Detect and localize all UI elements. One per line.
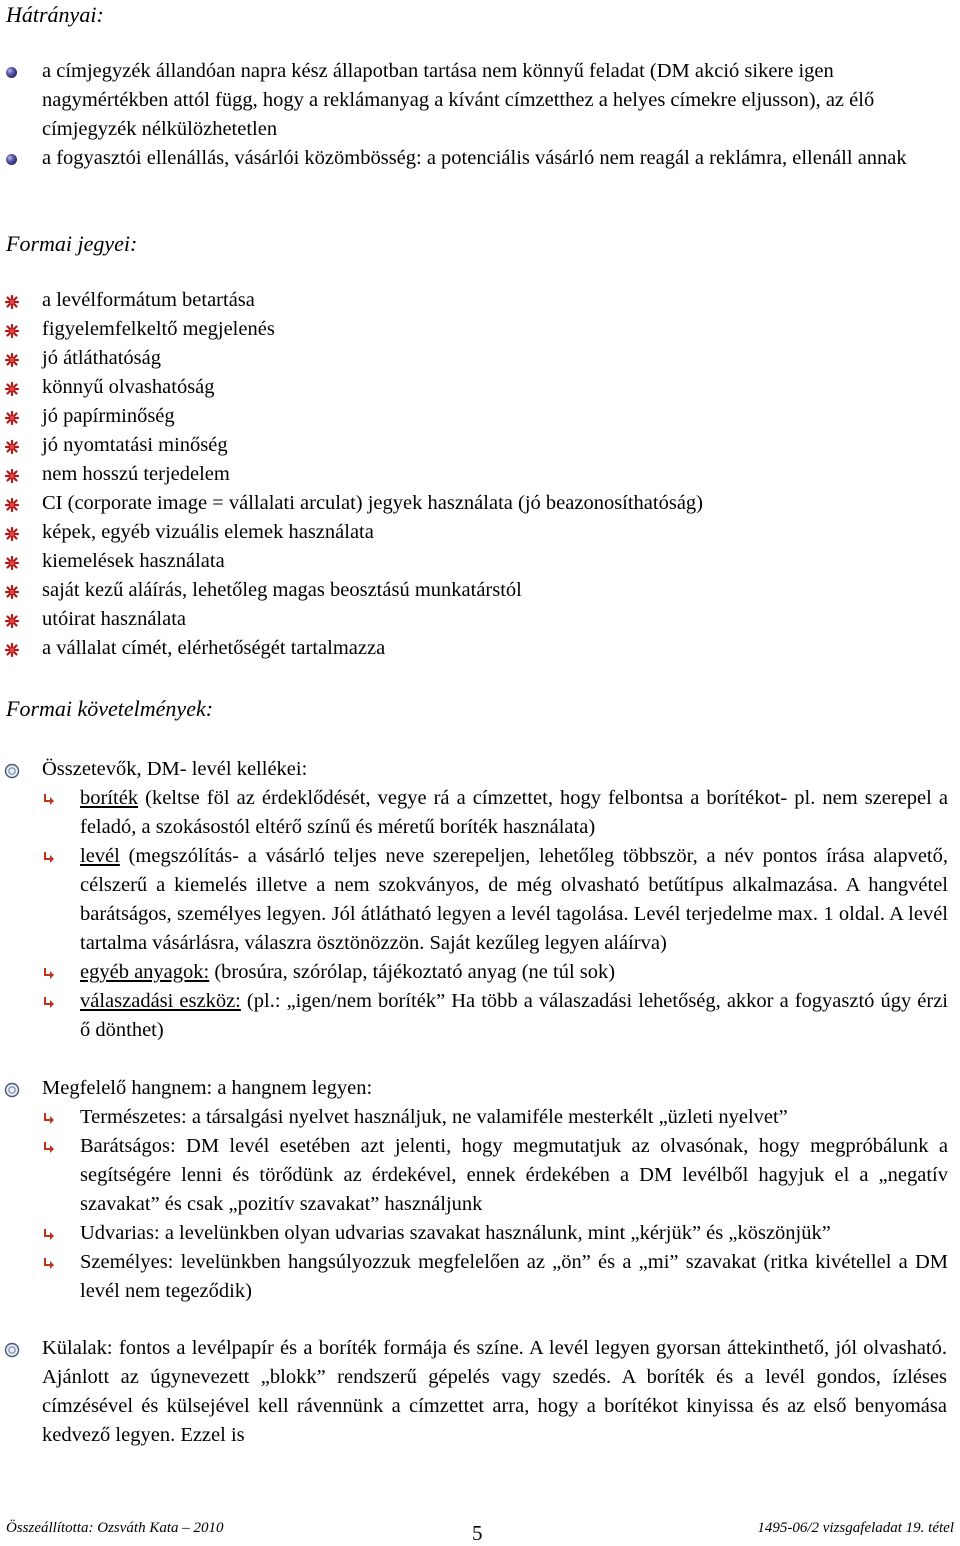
list-item: jó átláthatóság	[0, 344, 947, 373]
list-item-components: Összetevők, DM- levél kellékei:	[0, 755, 947, 784]
star-bullet-icon	[5, 556, 19, 570]
appearance-list	[0, 1334, 960, 1450]
star-bullet-icon	[5, 498, 19, 512]
star-bullet-icon	[5, 411, 19, 425]
star-bullet-icon	[5, 527, 19, 541]
list-item: a levélformátum betartása	[0, 286, 947, 315]
list-item: könnyű olvashatóság	[0, 373, 947, 402]
star-bullet-icon	[5, 353, 19, 367]
list-item-appearance: Külalak: fontos a levélpapír és a boríték formája és színe. A levél legyen gyorsan áttekinthető, jól olvasható. Ajánlott az úgynevezett „blokk” rendszerű gépelés vagy szedés. A boríték és a levél gondos, ízléses címzésével és külsejével kell rávennünk a címzettet arra, hogy a borítékot kinyissa és az első benyomása kedvező legyen. Ezzel is	[0, 1334, 947, 1450]
list-item: kiemelések használata	[0, 547, 947, 576]
footer-exam: 1495-06/2 vizsgafeladat 19. tétel	[757, 1520, 954, 1536]
star-bullet-icon	[5, 643, 19, 657]
list-item: utóirat használata	[0, 605, 947, 634]
list-item: válaszadási eszköz: (pl.: „igen/nem boríték” Ha több a válaszadási lehetőség, akkor a fogyasztó úgy érzi ő dönthet)	[0, 987, 948, 1045]
page-number: 5	[472, 1521, 483, 1545]
list-item: levél (megszólítás- a vásárló teljes neve szerepeljen, lehetőleg többször, a név pontos írása alapvető, célszerű a kiemelés illetve a nem szokványos, de még olvasható betűtípus alkalmazása. A hangvétel barátságos, személyes legyen. Jól átlátható legyen a levél tagolása. Levél terjedelme max. 1 oldal. A levél tartalma vásárlásra, válaszra ösztönözzön. Saját kezűleg legyen aláírva)	[0, 842, 948, 958]
formal-features-list	[0, 286, 960, 663]
ring-bullet-icon	[4, 1342, 20, 1358]
ball-bullet-icon	[6, 67, 17, 78]
star-bullet-icon	[5, 585, 19, 599]
arrow-bullet-icon	[42, 967, 55, 981]
list-item-tone: Megfelelő hangnem: a hangnem legyen:	[0, 1074, 947, 1103]
list-item: a címjegyzék állandóan napra kész állapotban tartása nem könnyű feladat (DM akció sikere igen nagymértékben attól függ, hogy a reklámanyag a kívánt címzetthez a helyes címekre eljusson), az élő címjegyzék nélkülözhetetlen	[0, 57, 947, 144]
arrow-bullet-icon	[42, 1228, 55, 1242]
list-item: nem hosszú terjedelem	[0, 460, 947, 489]
heading-formal-requirements: Formai követelmények:	[6, 696, 214, 721]
arrow-bullet-icon	[42, 1141, 55, 1155]
components-sublist	[0, 784, 960, 1045]
ball-bullet-icon	[6, 154, 17, 165]
list-item: Udvarias: a levelünkben olyan udvarias szavakat használunk, mint „kérjük” és „köszönjük”	[0, 1219, 948, 1248]
star-bullet-icon	[5, 324, 19, 338]
star-bullet-icon	[5, 295, 19, 309]
list-item: Személyes: levelünkben hangsúlyozzuk megfelelően az „ön” és a „mi” szavakat (ritka kivétellel a DM levél nem tegeződik)	[0, 1248, 948, 1306]
list-item: figyelemfelkeltő megjelenés	[0, 315, 947, 344]
list-item: a fogyasztói ellenállás, vásárlói közömbösség: a potenciális vásárló nem reagál a reklámra, ellenáll annak	[0, 144, 947, 173]
list-item: saját kezű aláírás, lehetőleg magas beosztású munkatárstól	[0, 576, 947, 605]
list-item: képek, egyéb vizuális elemek használata	[0, 518, 947, 547]
list-item: Barátságos: DM levél esetében azt jelenti, hogy megmutatjuk az olvasónak, hogy megpróbálunk a segítségére lenni és törődünk az érdekével, ennek érdekében a DM levélből hagyjuk el a „negatív szavakat” és csak „pozitív szavakat” használjunk	[0, 1132, 948, 1219]
arrow-bullet-icon	[42, 1257, 55, 1271]
list-item: egyéb anyagok: (brosúra, szórólap, tájékoztató anyag (ne túl sok)	[0, 958, 948, 987]
list-item: jó nyomtatási minőség	[0, 431, 947, 460]
arrow-bullet-icon	[42, 1112, 55, 1126]
arrow-bullet-icon	[42, 793, 55, 807]
star-bullet-icon	[5, 440, 19, 454]
list-item: Természetes: a társalgási nyelvet használjuk, ne valamiféle mesterkélt „üzleti nyelvet”	[0, 1103, 948, 1132]
tone-list	[0, 1074, 960, 1103]
heading-formal-features: Formai jegyei:	[6, 231, 138, 256]
star-bullet-icon	[5, 469, 19, 483]
list-item: boríték (keltse föl az érdeklődését, vegye rá a címzettet, hogy felbontsa a borítékot- pl. nem szerepel a feladó, a szokásostól eltérő színű és méretű boríték használata)	[0, 784, 948, 842]
disadvantages-list	[0, 57, 960, 173]
list-item: a vállalat címét, elérhetőségét tartalmazza	[0, 634, 947, 663]
ring-bullet-icon	[4, 1082, 20, 1098]
arrow-bullet-icon	[42, 851, 55, 865]
arrow-bullet-icon	[42, 996, 55, 1010]
list-item: jó papírminőség	[0, 402, 947, 431]
ring-bullet-icon	[4, 763, 20, 779]
footer-author: Összeállította: Ozsváth Kata – 2010	[6, 1520, 224, 1536]
star-bullet-icon	[5, 614, 19, 628]
list-item: CI (corporate image = vállalati arculat) jegyek használata (jó beazonosíthatóság)	[0, 489, 947, 518]
tone-sublist	[0, 1103, 960, 1306]
heading-disadvantages: Hátrányai:	[6, 2, 104, 27]
star-bullet-icon	[5, 382, 19, 396]
requirements-list	[0, 755, 960, 784]
